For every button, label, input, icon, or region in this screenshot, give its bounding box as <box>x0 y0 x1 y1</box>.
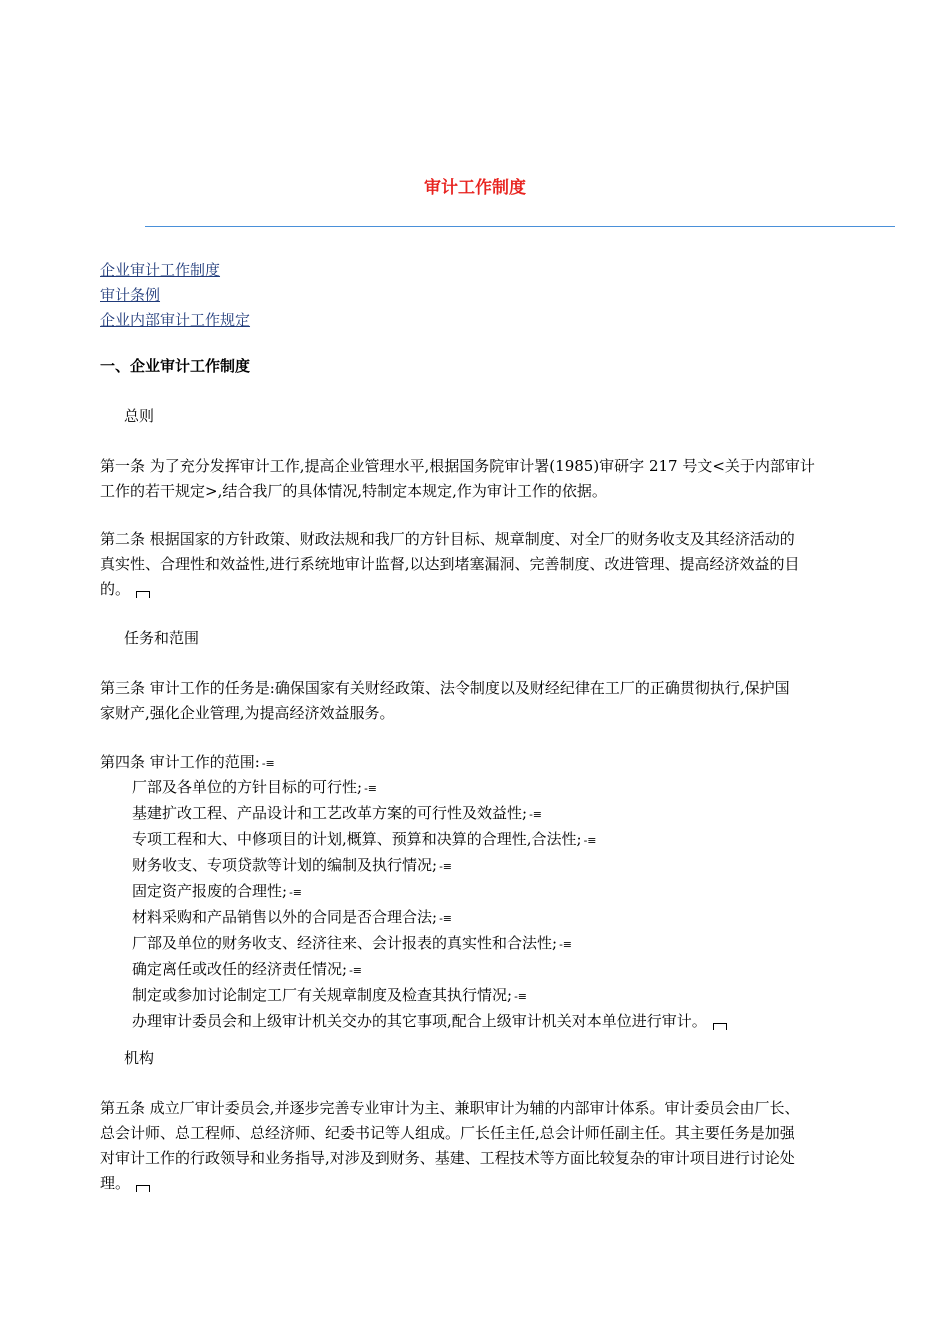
subheading-general: 总则 <box>124 407 155 425</box>
subheading-tasks: 任务和范围 <box>124 629 200 647</box>
list-item: 厂部及各单位的方针目标的可行性; -≡ <box>132 778 377 796</box>
paragraph-mark-icon <box>713 1023 727 1030</box>
table-of-contents <box>100 258 250 333</box>
line-break-mark-icon: -≡ <box>583 834 597 847</box>
list-item: 基建扩改工程、产品设计和工艺改革方案的可行性及效益性; -≡ <box>132 804 542 822</box>
line-break-mark-icon: -≡ <box>439 860 452 873</box>
toc-link-internal-audit-rules[interactable]: 企业内部审计工作规定 <box>100 311 251 329</box>
list-item: 专项工程和大、中修项目的计划,概算、预算和决算的合理性,合法性; -≡ <box>132 830 597 848</box>
paragraph-mark-icon <box>136 591 150 598</box>
article-5-line: 对审计工作的行政领导和业务指导,对涉及到财务、基建、工程技术等方面比较复杂的审计项目进行讨论处 <box>100 1149 795 1167</box>
line-break-mark-icon: -≡ <box>349 964 362 977</box>
article-2-line-text: 的。 <box>100 580 131 598</box>
line-break-mark-icon: -≡ <box>364 782 377 795</box>
article-1-line: 第一条 为了充分发挥审计工作,提高企业管理水平,根据国务院审计署(1985)审研字 217 号文<关于内部审计 <box>100 457 815 475</box>
line-break-mark-icon: -≡ <box>289 886 302 899</box>
title-divider <box>145 226 895 227</box>
subheading-organization: 机构 <box>124 1049 155 1067</box>
article-1-line: 工作的若干规定>,结合我厂的具体情况,特制定本规定,作为审计工作的依据。 <box>100 482 607 500</box>
article-3-line: 家财产,强化企业管理,为提高经济效益服务。 <box>100 704 395 722</box>
article-3-line: 第三条 审计工作的任务是:确保国家有关财经政策、法令制度以及财经纪律在工厂的正确贯彻执行,保护国 <box>100 679 790 697</box>
toc-link-enterprise-audit[interactable]: 企业审计工作制度 <box>100 261 221 279</box>
article-5-line <box>100 1171 855 1196</box>
line-break-mark-icon: -≡ <box>514 990 527 1003</box>
article-5-line-text: 理。 <box>100 1174 131 1192</box>
list-item: 制定或参加讨论制定工厂有关规章制度及检查其执行情况; -≡ <box>132 986 527 1004</box>
page-title: 审计工作制度 <box>424 178 526 198</box>
section-heading: 一、企业审计工作制度 <box>100 357 251 375</box>
article-4-lead <box>100 750 275 776</box>
article-5 <box>100 1096 855 1196</box>
paragraph-mark-icon <box>136 1185 150 1192</box>
article-2-line: 第二条 根据国家的方针政策、财政法规和我厂的方针目标、规章制度、对全厂的财务收支及其经济活动的 <box>100 530 795 548</box>
article-5-line: 第五条 成立厂审计委员会,并逐步完善专业审计为主、兼职审计为辅的内部审计体系。审计委员会由厂长、 <box>100 1099 800 1117</box>
list-item: 材料采购和产品销售以外的合同是否合理合法; -≡ <box>132 908 452 926</box>
article-1 <box>100 454 855 504</box>
list-item: 办理审计委员会和上级审计机关交办的其它事项,配合上级审计机关对本单位进行审计。 <box>132 1009 727 1034</box>
line-break-mark-icon: -≡ <box>529 808 542 821</box>
line-break-mark-icon: -≡ <box>559 938 572 951</box>
article-4-list <box>132 775 727 1034</box>
article-3 <box>100 676 855 726</box>
toc-link-audit-regulations[interactable]: 审计条例 <box>100 286 161 304</box>
article-2 <box>100 527 855 602</box>
article-5-line: 总会计师、总工程师、总经济师、纪委书记等人组成。厂长任主任,总会计师任副主任。其主要任务是加强 <box>100 1124 795 1142</box>
list-item: 财务收支、专项贷款等计划的编制及执行情况; -≡ <box>132 856 452 874</box>
article-2-line: 真实性、合理性和效益性,进行系统地审计监督,以达到堵塞漏洞、完善制度、改进管理、提高经济效益的目 <box>100 555 800 573</box>
article-2-line <box>100 577 855 602</box>
list-item: 确定离任或改任的经济责任情况; -≡ <box>132 960 362 978</box>
line-break-mark-icon: -≡ <box>439 912 452 925</box>
list-item: 厂部及单位的财务收支、经济往来、会计报表的真实性和合法性; -≡ <box>132 934 572 952</box>
line-break-mark-icon: -≡ <box>261 757 275 770</box>
list-item: 固定资产报废的合理性; -≡ <box>132 882 302 900</box>
article-4-lead-text: 第四条 审计工作的范围: <box>100 753 260 771</box>
